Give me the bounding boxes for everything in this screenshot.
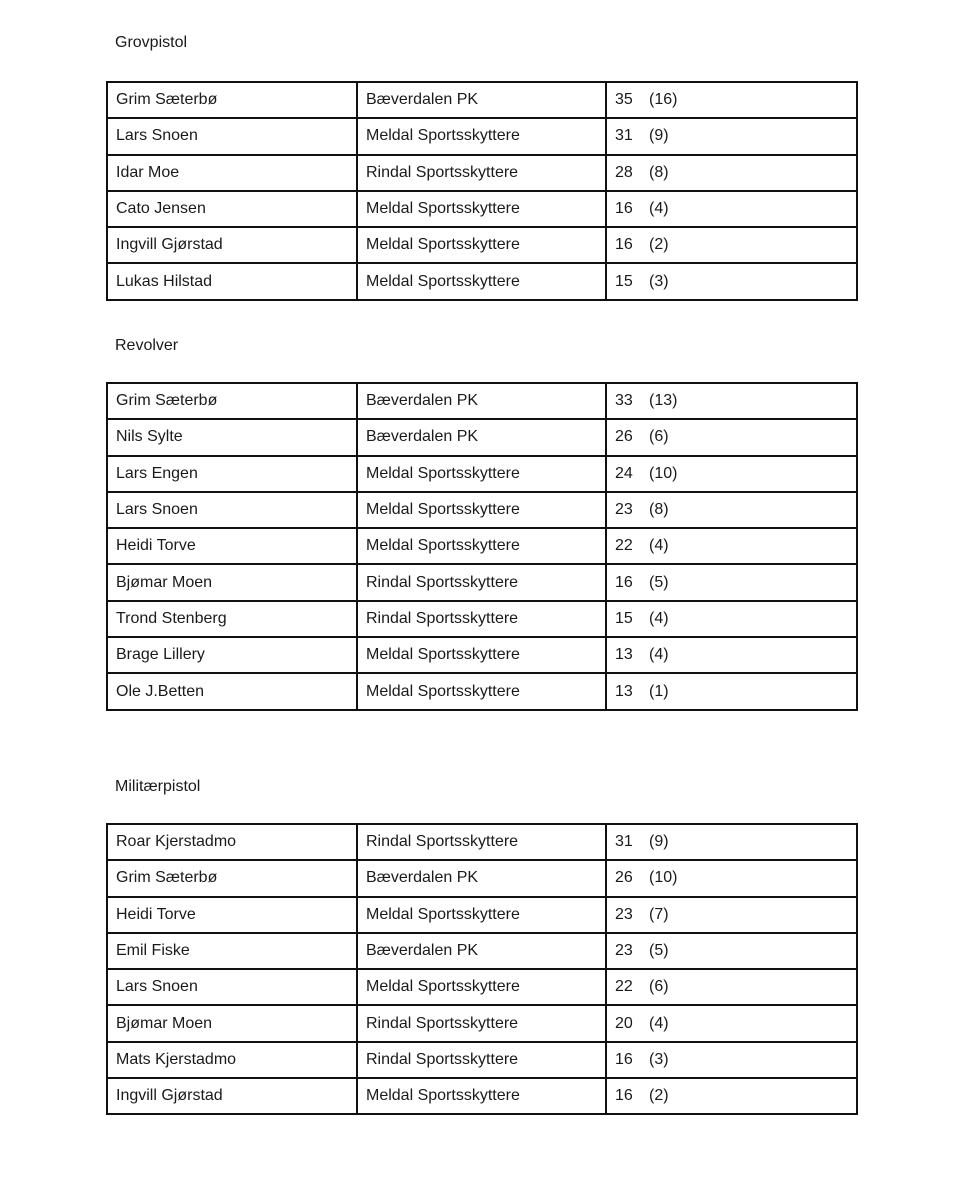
score-value: 16 [615, 1050, 633, 1068]
score-cell [606, 191, 857, 227]
club-name: Meldal Sportsskyttere [357, 227, 606, 263]
inner-tens-count: (2) [649, 236, 669, 254]
score-cell [606, 1078, 857, 1114]
score-value: 23 [615, 905, 633, 923]
score-cell [606, 637, 857, 673]
table-row [107, 824, 857, 860]
shooter-name: Ingvill Gjørstad [107, 227, 357, 263]
inner-tens-count: (9) [649, 127, 669, 145]
inner-tens-count: (8) [649, 501, 669, 519]
shooter-name: Grim Sæterbø [107, 860, 357, 896]
score-cell [606, 155, 857, 191]
club-name: Bæverdalen PK [357, 383, 606, 419]
shooter-name: Lars Snoen [107, 969, 357, 1005]
club-name: Rindal Sportsskyttere [357, 824, 606, 860]
inner-tens-count: (9) [649, 833, 669, 851]
score-value: 16 [615, 1087, 633, 1105]
shooter-name: Grim Sæterbø [107, 82, 357, 118]
table-row [107, 456, 857, 492]
inner-tens-count: (8) [649, 163, 669, 181]
shooter-name: Idar Moe [107, 155, 357, 191]
shooter-name: Bjømar Moen [107, 564, 357, 600]
table-row [107, 897, 857, 933]
score-value: 13 [615, 682, 633, 700]
section-title: Revolver [115, 337, 179, 354]
inner-tens-count: (3) [649, 272, 669, 290]
score-cell [606, 492, 857, 528]
club-name: Meldal Sportsskyttere [357, 528, 606, 564]
score-value: 16 [615, 236, 633, 254]
shooter-name: Roar Kjerstadmo [107, 824, 357, 860]
score-cell [606, 860, 857, 896]
score-value: 23 [615, 501, 633, 519]
club-name: Meldal Sportsskyttere [357, 492, 606, 528]
inner-tens-count: (6) [649, 428, 669, 446]
shooter-name: Lukas Hilstad [107, 263, 357, 299]
club-name: Meldal Sportsskyttere [357, 118, 606, 154]
score-value: 22 [615, 978, 633, 996]
score-cell [606, 456, 857, 492]
table-row [107, 637, 857, 673]
score-cell [606, 118, 857, 154]
table-row [107, 191, 857, 227]
inner-tens-count: (4) [649, 646, 669, 664]
table-row [107, 419, 857, 455]
club-name: Meldal Sportsskyttere [357, 673, 606, 709]
club-name: Rindal Sportsskyttere [357, 1005, 606, 1041]
table-row [107, 564, 857, 600]
inner-tens-count: (4) [649, 200, 669, 218]
table-row [107, 155, 857, 191]
shooter-name: Cato Jensen [107, 191, 357, 227]
table-row [107, 933, 857, 969]
club-name: Rindal Sportsskyttere [357, 155, 606, 191]
table-row [107, 383, 857, 419]
score-cell [606, 1005, 857, 1041]
score-value: 15 [615, 609, 633, 627]
inner-tens-count: (4) [649, 537, 669, 555]
score-cell [606, 933, 857, 969]
shooter-name: Ingvill Gjørstad [107, 1078, 357, 1114]
score-cell [606, 564, 857, 600]
table-row [107, 82, 857, 118]
table-row [107, 601, 857, 637]
club-name: Rindal Sportsskyttere [357, 564, 606, 600]
shooter-name: Mats Kjerstadmo [107, 1042, 357, 1078]
shooter-name: Nils Sylte [107, 419, 357, 455]
table-row [107, 860, 857, 896]
score-value: 31 [615, 127, 633, 145]
inner-tens-count: (2) [649, 1087, 669, 1105]
score-value: 23 [615, 942, 633, 960]
shooter-name: Heidi Torve [107, 897, 357, 933]
score-value: 31 [615, 833, 633, 851]
club-name: Bæverdalen PK [357, 860, 606, 896]
score-cell [606, 383, 857, 419]
inner-tens-count: (10) [649, 464, 678, 482]
score-cell [606, 969, 857, 1005]
score-value: 15 [615, 272, 633, 290]
inner-tens-count: (13) [649, 392, 678, 410]
score-value: 24 [615, 464, 633, 482]
inner-tens-count: (3) [649, 1050, 669, 1068]
score-value: 26 [615, 869, 633, 887]
table-row [107, 969, 857, 1005]
score-cell [606, 1042, 857, 1078]
shooter-name: Bjømar Moen [107, 1005, 357, 1041]
club-name: Rindal Sportsskyttere [357, 601, 606, 637]
club-name: Bæverdalen PK [357, 82, 606, 118]
score-value: 35 [615, 91, 633, 109]
inner-tens-count: (6) [649, 978, 669, 996]
score-value: 28 [615, 163, 633, 181]
table-row [107, 673, 857, 709]
table-row [107, 1078, 857, 1114]
shooter-name: Emil Fiske [107, 933, 357, 969]
club-name: Meldal Sportsskyttere [357, 191, 606, 227]
inner-tens-count: (16) [649, 91, 678, 109]
score-cell [606, 82, 857, 118]
inner-tens-count: (10) [649, 869, 678, 887]
score-value: 16 [615, 573, 633, 591]
inner-tens-count: (4) [649, 609, 669, 627]
table-row [107, 227, 857, 263]
shooter-name: Lars Engen [107, 456, 357, 492]
club-name: Meldal Sportsskyttere [357, 637, 606, 673]
club-name: Bæverdalen PK [357, 933, 606, 969]
shooter-name: Grim Sæterbø [107, 383, 357, 419]
score-value: 20 [615, 1014, 633, 1032]
results-table [106, 81, 858, 301]
score-value: 13 [615, 646, 633, 664]
score-value: 16 [615, 200, 633, 218]
score-value: 33 [615, 392, 633, 410]
club-name: Meldal Sportsskyttere [357, 263, 606, 299]
results-table [106, 823, 858, 1115]
score-cell [606, 897, 857, 933]
score-cell [606, 419, 857, 455]
score-cell [606, 528, 857, 564]
club-name: Rindal Sportsskyttere [357, 1042, 606, 1078]
club-name: Bæverdalen PK [357, 419, 606, 455]
table-row [107, 528, 857, 564]
score-cell [606, 673, 857, 709]
inner-tens-count: (7) [649, 905, 669, 923]
table-row [107, 1042, 857, 1078]
shooter-name: Brage Lillery [107, 637, 357, 673]
table-row [107, 492, 857, 528]
section-title: Grovpistol [115, 34, 188, 51]
table-row [107, 1005, 857, 1041]
shooter-name: Lars Snoen [107, 492, 357, 528]
table-row [107, 118, 857, 154]
inner-tens-count: (5) [649, 573, 669, 591]
score-value: 22 [615, 537, 633, 555]
club-name: Meldal Sportsskyttere [357, 456, 606, 492]
score-cell [606, 227, 857, 263]
score-value: 26 [615, 428, 633, 446]
section-title: Militærpistol [115, 778, 201, 795]
club-name: Meldal Sportsskyttere [357, 1078, 606, 1114]
score-cell [606, 601, 857, 637]
inner-tens-count: (4) [649, 1014, 669, 1032]
score-cell [606, 824, 857, 860]
shooter-name: Lars Snoen [107, 118, 357, 154]
table-row [107, 263, 857, 299]
shooter-name: Ole J.Betten [107, 673, 357, 709]
shooter-name: Heidi Torve [107, 528, 357, 564]
club-name: Meldal Sportsskyttere [357, 969, 606, 1005]
inner-tens-count: (5) [649, 942, 669, 960]
shooter-name: Trond Stenberg [107, 601, 357, 637]
results-table [106, 382, 858, 711]
score-cell [606, 263, 857, 299]
club-name: Meldal Sportsskyttere [357, 897, 606, 933]
inner-tens-count: (1) [649, 682, 669, 700]
